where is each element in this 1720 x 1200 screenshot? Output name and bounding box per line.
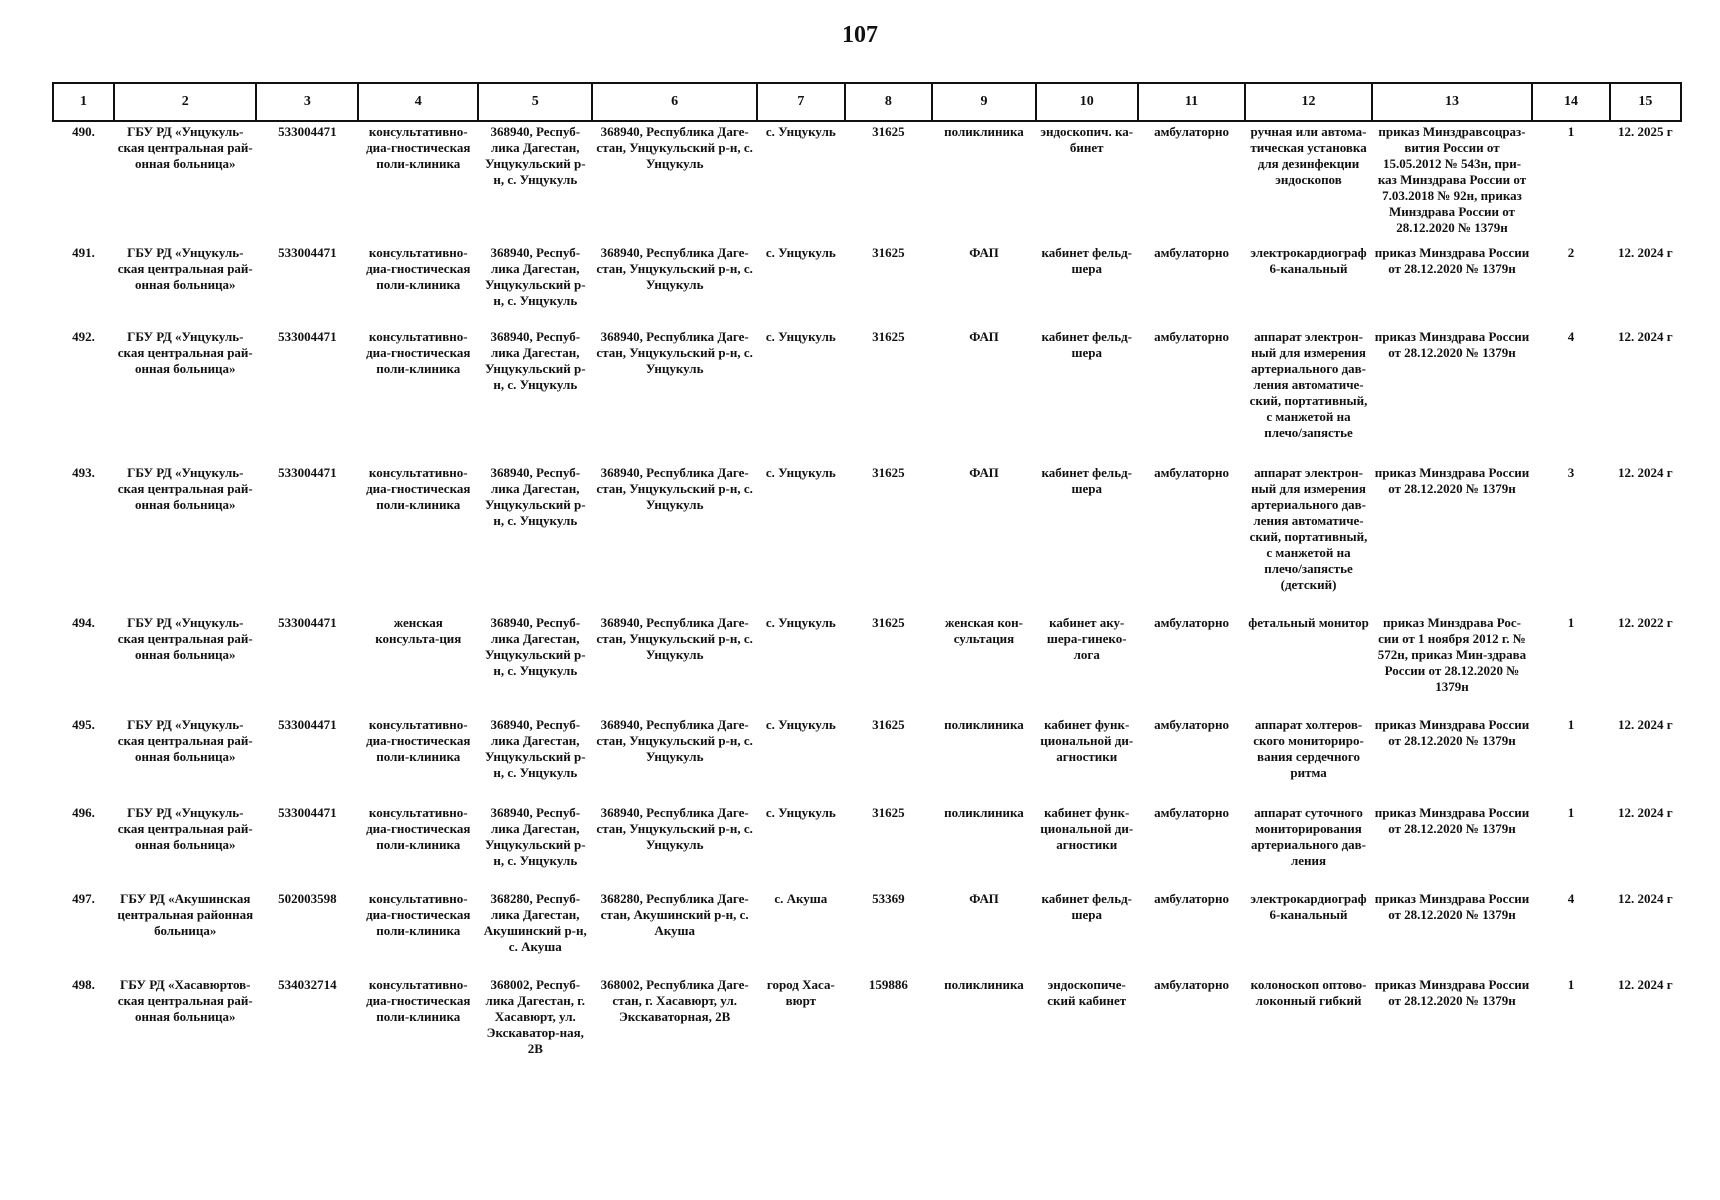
organization-cell: ГБУ РД «Унцукуль-ская центральная рай-онная больница»	[117, 329, 253, 376]
address-cell: 368940, Республика Даге-стан, Унцукульский р-н, с. Унцукуль	[596, 717, 753, 764]
inn-cell: 534032714	[278, 977, 337, 992]
table-row	[53, 121, 1681, 243]
row-number: 495.	[72, 717, 95, 732]
legal-address-cell: 368940, Респуб-лика Дагестан, Унцукульский р-н, с. Унцукуль	[484, 717, 586, 780]
unit-cell: ФАП	[969, 245, 999, 260]
table-row	[53, 243, 1681, 327]
settlement-cell: с. Акуша	[774, 891, 828, 906]
address-cell: 368002, Республика Даге-стан, г. Хасавюрт, ул. Экскаваторная, 2В	[600, 977, 749, 1024]
order-cell: приказ Минздрава Рос-сии от 1 ноября 2012 г. № 572н, приказ Мин-здрава России от 28.12.2020 № 1379н	[1377, 615, 1527, 694]
col-header: 4	[358, 83, 478, 121]
organization-cell: ГБУ РД «Унцукуль-ская центральная рай-онная больница»	[117, 717, 253, 764]
table-row	[53, 327, 1681, 463]
room-cell: эндоскопич. ка-бинет	[1040, 124, 1134, 155]
room-cell: кабинет фельд-шера	[1041, 891, 1132, 922]
col-header: 9	[932, 83, 1036, 121]
col-header: 1	[53, 83, 114, 121]
address-cell: 368940, Республика Даге-стан, Унцукульский р-н, с. Унцукуль	[596, 245, 753, 292]
legal-address-cell: 368280, Респуб-лика Дагестан, Акушинский р-н, с. Акуша	[483, 891, 587, 954]
inn-cell: 533004471	[278, 124, 337, 139]
date-cell: 12. 2025 г	[1618, 124, 1673, 139]
row-number: 493.	[72, 465, 95, 480]
settlement-cell: с. Унцукуль	[765, 805, 836, 820]
inn-cell: 533004471	[278, 805, 337, 820]
legal-address-cell: 368940, Респуб-лика Дагестан, Унцукульский р-н, с. Унцукуль	[484, 465, 586, 528]
col-header: 10	[1036, 83, 1138, 121]
room-cell: кабинет функ-циональной ди-агностики	[1040, 717, 1134, 764]
table-row	[53, 975, 1681, 1075]
inn-cell: 502003598	[278, 891, 337, 906]
settlement-cell: с. Унцукуль	[765, 329, 836, 344]
date-cell: 12. 2024 г	[1618, 245, 1673, 260]
population-cell: 31625	[872, 805, 905, 820]
room-cell: кабинет фельд-шера	[1041, 245, 1132, 276]
mode-cell: амбулаторно	[1154, 717, 1229, 732]
unit-cell: ФАП	[969, 329, 999, 344]
population-cell: 159886	[868, 977, 908, 992]
settlement-cell: с. Унцукуль	[765, 124, 836, 139]
room-cell: кабинет фельд-шера	[1041, 465, 1132, 496]
population-cell: 31625	[872, 465, 905, 480]
row-number: 497.	[72, 891, 95, 906]
unit-cell: женская кон-сультация	[944, 615, 1023, 646]
organization-cell: ГБУ РД «Унцукуль-ская центральная рай-онная больница»	[117, 245, 253, 292]
col-header: 14	[1532, 83, 1609, 121]
equipment-cell: аппарат электрон-ный для измерения артериального дав-ления автоматиче-ский, портативный, с манжетой на плечо/запястье (детский)	[1249, 465, 1368, 592]
legal-address-cell: 368002, Респуб-лика Дагестан, г. Хасавюрт, ул. Экскаватор-ная, 2В	[485, 977, 585, 1056]
population-cell: 53369	[872, 891, 905, 906]
unit-cell: ФАП	[969, 891, 999, 906]
facility-type-cell: консультативно-диа-гностическая поли-клиника	[366, 717, 471, 764]
facility-type-cell: консультативно-диа-гностическая поли-клиника	[366, 891, 471, 938]
col-header: 8	[845, 83, 933, 121]
col-header: 11	[1138, 83, 1246, 121]
room-cell: эндоскопиче-ский кабинет	[1047, 977, 1127, 1008]
settlement-cell: с. Унцукуль	[765, 615, 836, 630]
facility-type-cell: консультативно-диа-гностическая поли-клиника	[366, 329, 471, 376]
col-header: 7	[757, 83, 845, 121]
order-cell: приказ Минздрава России от 28.12.2020 № 1379н	[1374, 977, 1530, 1008]
date-cell: 12. 2024 г	[1618, 329, 1673, 344]
col-header: 15	[1610, 83, 1681, 121]
header-row	[53, 83, 1681, 121]
facility-type-cell: женская консульта-ция	[375, 615, 462, 646]
organization-cell: ГБУ РД «Хасавюртов-ская центральная рай-онная больница»	[117, 977, 253, 1024]
quantity-cell: 1	[1567, 805, 1575, 820]
address-cell: 368940, Республика Даге-стан, Унцукульский р-н, с. Унцукуль	[596, 329, 753, 376]
row-number: 492.	[72, 329, 95, 344]
col-header: 3	[256, 83, 358, 121]
mode-cell: амбулаторно	[1154, 891, 1229, 906]
equipment-cell: колоноскоп оптово-локонный гибкий	[1250, 977, 1367, 1008]
quantity-cell: 1	[1567, 717, 1575, 732]
order-cell: приказ Минздрава России от 28.12.2020 № 1379н	[1374, 891, 1530, 922]
equipment-cell: электрокардиограф 6-канальный	[1250, 245, 1367, 276]
equipment-cell: аппарат электрон-ный для измерения артериального дав-ления автоматиче-ский, портативный, с манжетой на плечо/запястье	[1249, 329, 1368, 440]
inn-cell: 533004471	[278, 329, 337, 344]
table-row	[53, 889, 1681, 975]
population-cell: 31625	[872, 329, 905, 344]
row-number: 496.	[72, 805, 95, 820]
quantity-cell: 1	[1567, 124, 1575, 139]
address-cell: 368940, Республика Даге-стан, Унцукульский р-н, с. Унцукуль	[596, 805, 753, 852]
order-cell: приказ Минздрава России от 28.12.2020 № 1379н	[1374, 245, 1530, 276]
inn-cell: 533004471	[278, 245, 337, 260]
unit-cell: поликлиника	[944, 717, 1024, 732]
quantity-cell: 4	[1567, 891, 1575, 906]
order-cell: приказ Минздрава России от 28.12.2020 № 1379н	[1374, 717, 1530, 748]
population-cell: 31625	[872, 615, 905, 630]
quantity-cell: 3	[1567, 465, 1575, 480]
order-cell: приказ Минздрава России от 28.12.2020 № 1379н	[1374, 805, 1530, 836]
equipment-cell: аппарат холтеров-ского мониториро-вания сердечного ритма	[1253, 717, 1364, 780]
facility-type-cell: консультативно-диа-гностическая поли-клиника	[366, 124, 471, 171]
address-cell: 368940, Республика Даге-стан, Унцукульский р-н, с. Унцукуль	[596, 124, 753, 171]
legal-address-cell: 368940, Респуб-лика Дагестан, Унцукульский р-н, с. Унцукуль	[484, 124, 586, 187]
mode-cell: амбулаторно	[1154, 465, 1229, 480]
order-cell: приказ Минздрава России от 28.12.2020 № 1379н	[1374, 329, 1530, 360]
registry-table	[52, 82, 1682, 1075]
legal-address-cell: 368940, Респуб-лика Дагестан, Унцукульский р-н, с. Унцукуль	[484, 329, 586, 392]
equipment-cell: фетальный монитор	[1248, 615, 1369, 630]
population-cell: 31625	[872, 717, 905, 732]
table-row	[53, 613, 1681, 715]
row-number: 498.	[72, 977, 95, 992]
settlement-cell: с. Унцукуль	[765, 245, 836, 260]
organization-cell: ГБУ РД «Акушинская центральная районная больница»	[117, 891, 254, 938]
settlement-cell: с. Унцукуль	[765, 717, 836, 732]
date-cell: 12. 2024 г	[1618, 891, 1673, 906]
row-number: 490.	[72, 124, 95, 139]
page-number: 107	[842, 22, 878, 48]
date-cell: 12. 2022 г	[1618, 615, 1673, 630]
order-cell: приказ Минздрава России от 28.12.2020 № 1379н	[1374, 465, 1530, 496]
facility-type-cell: консультативно-диа-гностическая поли-клиника	[366, 465, 471, 512]
settlement-cell: с. Унцукуль	[765, 465, 836, 480]
date-cell: 12. 2024 г	[1618, 805, 1673, 820]
date-cell: 12. 2024 г	[1618, 717, 1673, 732]
col-header: 13	[1372, 83, 1533, 121]
mode-cell: амбулаторно	[1154, 977, 1229, 992]
address-cell: 368280, Республика Даге-стан, Акушинский р-н, с. Акуша	[600, 891, 749, 938]
col-header: 12	[1245, 83, 1371, 121]
quantity-cell: 1	[1567, 977, 1575, 992]
population-cell: 31625	[872, 245, 905, 260]
inn-cell: 533004471	[278, 615, 337, 630]
quantity-cell: 1	[1567, 615, 1575, 630]
facility-type-cell: консультативно-диа-гностическая поли-клиника	[366, 805, 471, 852]
col-header: 2	[114, 83, 256, 121]
mode-cell: амбулаторно	[1154, 615, 1229, 630]
unit-cell: поликлиника	[944, 977, 1024, 992]
legal-address-cell: 368940, Респуб-лика Дагестан, Унцукульский р-н, с. Унцукуль	[484, 245, 586, 308]
mode-cell: амбулаторно	[1154, 124, 1229, 139]
table-row	[53, 715, 1681, 803]
col-header: 6	[592, 83, 757, 121]
equipment-cell: аппарат суточного мониторирования артериального дав-ления	[1251, 805, 1367, 868]
quantity-cell: 2	[1567, 245, 1575, 260]
organization-cell: ГБУ РД «Унцукуль-ская центральная рай-онная больница»	[117, 615, 253, 662]
address-cell: 368940, Республика Даге-стан, Унцукульский р-н, с. Унцукуль	[596, 615, 753, 662]
inn-cell: 533004471	[278, 465, 337, 480]
legal-address-cell: 368940, Респуб-лика Дагестан, Унцукульский р-н, с. Унцукуль	[484, 615, 586, 678]
unit-cell: поликлиника	[944, 124, 1024, 139]
col-header: 5	[478, 83, 592, 121]
equipment-cell: ручная или автома-тическая установка для дезинфекции эндоскопов	[1250, 124, 1367, 187]
room-cell: кабинет функ-циональной ди-агностики	[1040, 805, 1134, 852]
unit-cell: ФАП	[969, 465, 999, 480]
inn-cell: 533004471	[278, 717, 337, 732]
settlement-cell: город Хаса-вюрт	[766, 977, 835, 1008]
facility-type-cell: консультативно-диа-гностическая поли-клиника	[366, 977, 471, 1024]
mode-cell: амбулаторно	[1154, 805, 1229, 820]
table-row	[53, 803, 1681, 889]
mode-cell: амбулаторно	[1154, 245, 1229, 260]
address-cell: 368940, Республика Даге-стан, Унцукульский р-н, с. Унцукуль	[596, 465, 753, 512]
mode-cell: амбулаторно	[1154, 329, 1229, 344]
facility-type-cell: консультативно-диа-гностическая поли-клиника	[366, 245, 471, 292]
equipment-cell: электрокардиограф 6-канальный	[1250, 891, 1367, 922]
unit-cell: поликлиника	[944, 805, 1024, 820]
room-cell: кабинет аку-шера-гинеко-лога	[1046, 615, 1127, 662]
legal-address-cell: 368940, Респуб-лика Дагестан, Унцукульский р-н, с. Унцукуль	[484, 805, 586, 868]
quantity-cell: 4	[1567, 329, 1575, 344]
organization-cell: ГБУ РД «Унцукуль-ская центральная рай-онная больница»	[117, 124, 253, 171]
organization-cell: ГБУ РД «Унцукуль-ская центральная рай-онная больница»	[117, 465, 253, 512]
date-cell: 12. 2024 г	[1618, 465, 1673, 480]
date-cell: 12. 2024 г	[1618, 977, 1673, 992]
row-number: 494.	[72, 615, 95, 630]
row-number: 491.	[72, 245, 95, 260]
order-cell: приказ Минздравсоцраз-вития России от 15.05.2012 № 543н, при-каз Минздрава России от 7.03.2018 № 92н, приказ Минздрава России от 28.12.2020 № 1379н	[1377, 124, 1527, 235]
room-cell: кабинет фельд-шера	[1041, 329, 1132, 360]
table-row	[53, 463, 1681, 613]
population-cell: 31625	[872, 124, 905, 139]
organization-cell: ГБУ РД «Унцукуль-ская центральная рай-онная больница»	[117, 805, 253, 852]
